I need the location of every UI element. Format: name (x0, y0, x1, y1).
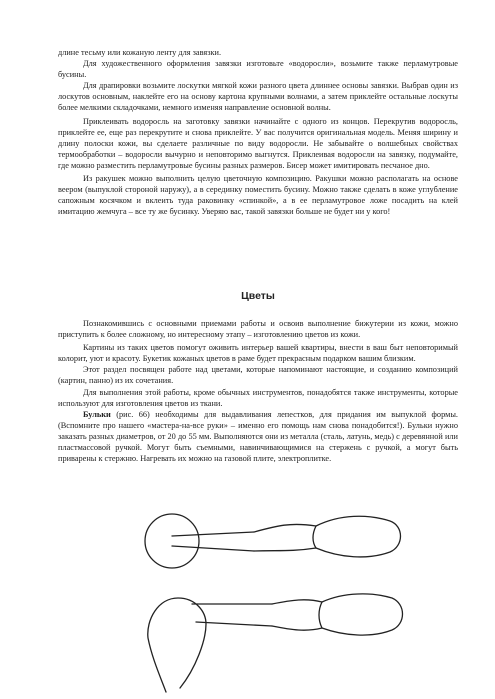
paragraph: длине тесьму или кожаную ленту для завязки. (58, 48, 222, 57)
paragraph: Для драпировки возьмите лоскутки мягкой кожи разного цвета длиннее основы завязки. Выбрав один из лоскутов основным, наклейте его на основу картона крупными волнами, а затем приклейте остальные лоскуты более мелкими складочками, немного изменяя направление основной волны. (58, 81, 458, 113)
paragraph: Приклеивать водоросль на заготовку завязки начинайте с одного из концов. Перекрутив водоросль, приклейте ее, еще раз перекрутите и снова приклейте. У вас получится оригинальная модель. Меняя ширину и длину полоски кожи, вы сделаете различные по виду водоросли. Не забывайте о волшебных свойствах термообработки – водоросли вычурно и неповторимо выгнутся. Приклеивая водоросли на завязку, подумайте, где можно разместить перламутровые бусины разных размеров. Бисер может имитировать песчаное дно. (58, 116, 458, 170)
paragraph: Познакомившись с основными приемами работы и освоив выполнение бижутерии из кожи, можно приступить к более сложному, но интересному этапу – изготовлению цветов из кожи. (58, 319, 458, 340)
paragraph: Этот раздел посвящен работе над цветами, которые напоминают настоящие, и созданию композиций (картин, панно) из их сочетания. (58, 365, 458, 386)
tool-handle (254, 516, 401, 557)
paragraph: Картины из таких цветов помогут оживить интерьер вашей квартиры, внести в ваш быт неповторимый колорит, уют и красоту. Букетик кожаных цветов в раме будет прекрасным подарком вашим близким. (58, 343, 458, 364)
bold-term: Бульки (83, 409, 111, 419)
paragraph: Из ракушек можно выполнить целую цветочную композицию. Ракушки можно располагать на основе веером (выпуклой стороной наружу), а в серединку поместить бусину. Можно также сделать в коже углубление сапожным косячком и вклеить туда раковинку «спинкой», а в ее перламутровое ложе посадить на клей имитацию жемчуга – все ту же бусинку. Уверяю вас, такой завязки больше не будет ни у кого! (58, 174, 458, 217)
tool-rod (172, 532, 254, 551)
tool-handle-ferrule (319, 602, 322, 628)
paragraph: Для выполнения этой работы, кроме обычных инструментов, понадобятся также инструменты, которые используют для изготовления цветов из ткани. (58, 387, 458, 408)
tool-handle-ferrule (313, 526, 316, 548)
tool-handle (272, 594, 403, 635)
section-heading: Цветы (241, 290, 275, 302)
paragraph: Для художественного оформления завязки изготовьте «водоросли», возьмите также перламутровые бусины. (58, 59, 458, 80)
paragraph-rest: (рис. 66) необходимы для выдавливания лепестков, для придания им выпуклой формы. (Вспомните про нашего «мастера-на-все руки» – именно его помощь нам снова понадобится!). Бульки нужно заказать разных диаметров, от 20 до 55 мм. Выполняются они из металла (сталь, латунь, медь) с деревянной или пластмассовой ручкой. Могут быть съемными, навинчивающимися на стержень с ручкой, а могут быть приварены к стержню. Нагревать их можно на газовой плите, электроплитке. (58, 409, 458, 464)
tool-ball (145, 514, 199, 568)
tool-head (148, 598, 206, 692)
